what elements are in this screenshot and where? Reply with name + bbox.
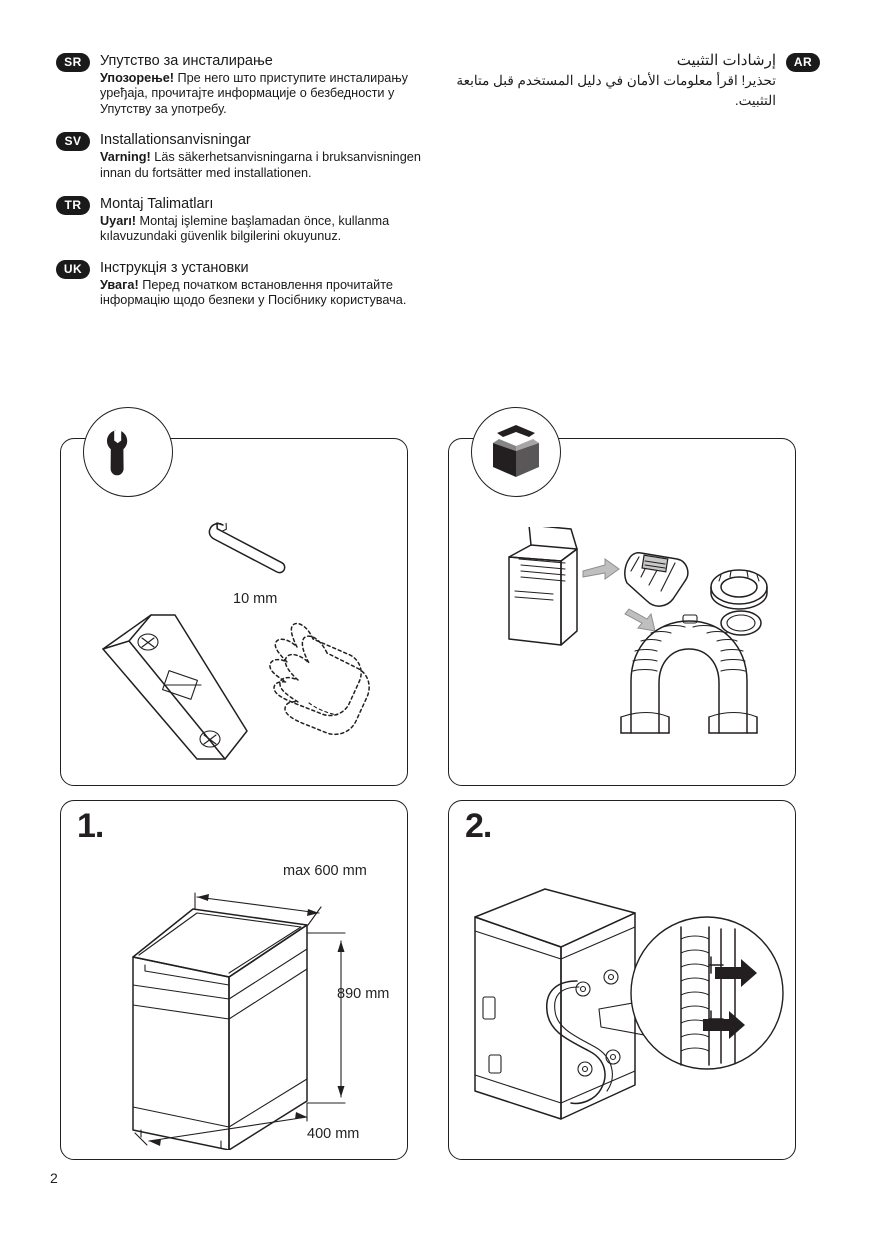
- wrench-size-label: 10 mm: [233, 591, 278, 607]
- tools-badge: [83, 407, 173, 497]
- language-warning-uk: Увага!: [100, 277, 139, 292]
- language-text-sv: [100, 150, 426, 181]
- tools-panel: [60, 438, 408, 786]
- language-body-tr: [100, 195, 426, 245]
- language-text-tr: [100, 214, 426, 245]
- language-warning-body-ar: اقرأ معلومات الأمان في دليل المستخدم قبل متابعة التثبيت.: [456, 73, 776, 108]
- step1-number: 1.: [77, 807, 104, 845]
- language-warning-sv: Varning!: [100, 150, 151, 165]
- step2-number: 2.: [465, 807, 492, 845]
- wrench-10mm-icon: [201, 519, 311, 579]
- language-warning-ar: تحذير!: [741, 73, 776, 88]
- language-badge-sr: SR: [56, 53, 90, 72]
- language-title-tr: Montaj Talimatları: [100, 196, 214, 213]
- parts-panel: [448, 438, 796, 786]
- language-warning-sr: Упозорење!: [100, 71, 174, 85]
- hose-removal-diagram: [459, 869, 789, 1149]
- language-warning-body-sv: Läs säkerhetsanvisningarna i bruksanvisningen innan du fortsätter med installationen.: [100, 150, 421, 180]
- width-label: 400 mm: [307, 1126, 360, 1142]
- language-warning-body-sr: Пре него што приступите инсталирању уређаја, прочитајте информације о безбедности у Упутству за употребу.: [100, 71, 408, 116]
- language-text-uk: [100, 278, 426, 309]
- language-title-sv: Installationsanvisningar: [100, 132, 251, 149]
- language-block-tr: [56, 195, 426, 245]
- step2-panel: [448, 800, 796, 1160]
- language-body-sv: [100, 131, 426, 181]
- language-warning-body-tr: Montaj işlemine başlamadan önce, kullanma kılavuzundaki güvenlik bilgilerini okuyunuz.: [100, 214, 390, 244]
- language-text-sr: [100, 71, 426, 117]
- step1-panel: [60, 800, 408, 1160]
- depth-label: max 600 mm: [283, 863, 367, 879]
- language-block-uk: [56, 259, 426, 309]
- language-text-ar: [448, 71, 776, 111]
- language-badge-tr: TR: [56, 196, 90, 215]
- language-badge-sv: SV: [56, 132, 90, 151]
- language-body-sr: [100, 52, 426, 117]
- language-column-right: [448, 52, 820, 125]
- language-body-ar: [448, 52, 776, 111]
- spirit-level-icon: [79, 609, 259, 774]
- language-block-ar: [448, 52, 820, 111]
- language-column-left: [56, 52, 426, 323]
- open-box-icon: [485, 421, 547, 483]
- height-label: 890 mm: [337, 986, 390, 1002]
- language-body-uk: [100, 259, 426, 309]
- language-warning-tr: Uyarı!: [100, 214, 136, 229]
- wrench-icon: [98, 422, 158, 482]
- language-warning-body-uk: Перед початком встановлення прочитайте інформацію щодо безпеки у Посібнику користувача.: [100, 277, 407, 308]
- page-number: 2: [50, 1170, 58, 1186]
- language-block-sr: [56, 52, 426, 117]
- language-title-ar: إرشادات التثبيت: [676, 52, 776, 69]
- language-block-sv: [56, 131, 426, 181]
- language-badge-uk: UK: [56, 260, 90, 279]
- gloves-icon: [251, 615, 396, 775]
- language-badge-ar: AR: [786, 53, 820, 72]
- language-title-uk: Інструкція з установки: [100, 259, 249, 276]
- drain-hose-icon: [597, 607, 787, 737]
- parts-badge: [471, 407, 561, 497]
- language-title-sr: Упутство за инсталирање: [100, 53, 273, 69]
